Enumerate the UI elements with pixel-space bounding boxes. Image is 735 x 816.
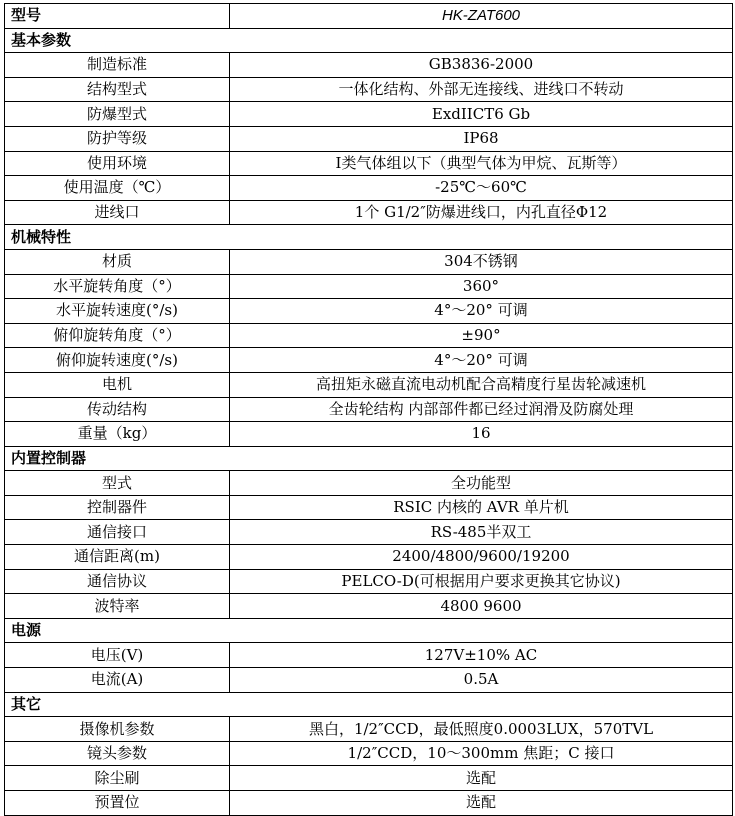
spec-row	[5, 643, 733, 668]
spec-value: 选配	[230, 791, 733, 816]
spec-row	[5, 766, 733, 791]
spec-value: 1/2″CCD，10～300mm 焦距；C 接口	[230, 741, 733, 766]
spec-label: 防护等级	[5, 126, 230, 151]
spec-value: 选配	[230, 766, 733, 791]
spec-label: 通信距离(m)	[5, 545, 230, 570]
spec-value: IP68	[230, 126, 733, 151]
spec-row	[5, 348, 733, 373]
section-row	[5, 446, 733, 471]
spec-label: 进线口	[5, 200, 230, 225]
spec-row	[5, 594, 733, 619]
spec-label: 除尘刷	[5, 766, 230, 791]
spec-label: 镜头参数	[5, 741, 230, 766]
section-row	[5, 618, 733, 643]
spec-label: 俯仰旋转角度（°）	[5, 323, 230, 348]
section-title: 内置控制器	[5, 446, 733, 471]
section-row	[5, 225, 733, 250]
spec-row	[5, 200, 733, 225]
spec-value: 4°～20° 可调	[230, 348, 733, 373]
section-row	[5, 692, 733, 717]
spec-row	[5, 668, 733, 693]
spec-label: 制造标准	[5, 53, 230, 78]
spec-value: GB3836-2000	[230, 53, 733, 78]
spec-value: PELCO-D(可根据用户要求更换其它协议)	[230, 569, 733, 594]
spec-value: ±90°	[230, 323, 733, 348]
spec-label: 型式	[5, 471, 230, 496]
spec-value: 黑白，1/2″CCD，最低照度0.0003LUX，570TVL	[230, 717, 733, 742]
spec-row	[5, 77, 733, 102]
spec-row	[5, 717, 733, 742]
spec-value: 0.5A	[230, 668, 733, 693]
spec-value: 1个 G1/2″防爆进线口，内孔直径Φ12	[230, 200, 733, 225]
spec-value: RS-485半双工	[230, 520, 733, 545]
spec-row	[5, 397, 733, 422]
spec-row	[5, 249, 733, 274]
section-title: 电源	[5, 618, 733, 643]
spec-table-body	[5, 4, 733, 816]
spec-value: RSIC 内核的 AVR 单片机	[230, 495, 733, 520]
spec-row	[5, 372, 733, 397]
section-row	[5, 28, 733, 53]
spec-label: 使用温度（℃）	[5, 176, 230, 201]
spec-label: 电流(A)	[5, 668, 230, 693]
section-title: 其它	[5, 692, 733, 717]
spec-label: 通信协议	[5, 569, 230, 594]
spec-value: 高扭矩永磁直流电动机配合高精度行星齿轮减速机	[230, 372, 733, 397]
spec-label: 使用环境	[5, 151, 230, 176]
spec-row	[5, 151, 733, 176]
spec-value: 全齿轮结构 内部部件都已经过润滑及防腐处理	[230, 397, 733, 422]
spec-label: 水平旋转速度(°/s)	[5, 299, 230, 324]
spec-label: 电压(V)	[5, 643, 230, 668]
model-value: HK-ZAT600	[230, 4, 733, 29]
section-title: 基本参数	[5, 28, 733, 53]
spec-row	[5, 299, 733, 324]
spec-value: 127V±10% AC	[230, 643, 733, 668]
spec-row	[5, 741, 733, 766]
spec-row	[5, 422, 733, 447]
spec-label: 通信接口	[5, 520, 230, 545]
spec-value: -25℃～60℃	[230, 176, 733, 201]
spec-value: 304不锈钢	[230, 249, 733, 274]
model-label: 型号	[5, 4, 230, 29]
spec-label: 结构型式	[5, 77, 230, 102]
spec-row	[5, 126, 733, 151]
spec-row	[5, 176, 733, 201]
spec-label: 摄像机参数	[5, 717, 230, 742]
spec-label: 俯仰旋转速度(°/s)	[5, 348, 230, 373]
spec-row	[5, 274, 733, 299]
spec-value: 全功能型	[230, 471, 733, 496]
spec-label: 重量（kg）	[5, 422, 230, 447]
spec-row	[5, 520, 733, 545]
spec-value: ExdIICT6 Gb	[230, 102, 733, 127]
spec-value: Ⅰ类气体组以下（典型气体为甲烷、瓦斯等）	[230, 151, 733, 176]
spec-row	[5, 53, 733, 78]
spec-label: 传动结构	[5, 397, 230, 422]
spec-value: 4°～20° 可调	[230, 299, 733, 324]
spec-row	[5, 791, 733, 816]
spec-label: 水平旋转角度（°）	[5, 274, 230, 299]
spec-row	[5, 495, 733, 520]
spec-label: 防爆型式	[5, 102, 230, 127]
spec-label: 材质	[5, 249, 230, 274]
spec-row	[5, 102, 733, 127]
spec-row	[5, 323, 733, 348]
spec-value: 2400/4800/9600/19200	[230, 545, 733, 570]
spec-value: 16	[230, 422, 733, 447]
header-row	[5, 4, 733, 29]
spec-row	[5, 471, 733, 496]
spec-value: 4800 9600	[230, 594, 733, 619]
spec-value: 一体化结构、外部无连接线、进线口不转动	[230, 77, 733, 102]
spec-table	[4, 3, 733, 816]
spec-label: 控制器件	[5, 495, 230, 520]
spec-value: 360°	[230, 274, 733, 299]
section-title: 机械特性	[5, 225, 733, 250]
spec-row	[5, 545, 733, 570]
spec-row	[5, 569, 733, 594]
spec-label: 预置位	[5, 791, 230, 816]
spec-label: 波特率	[5, 594, 230, 619]
spec-label: 电机	[5, 372, 230, 397]
